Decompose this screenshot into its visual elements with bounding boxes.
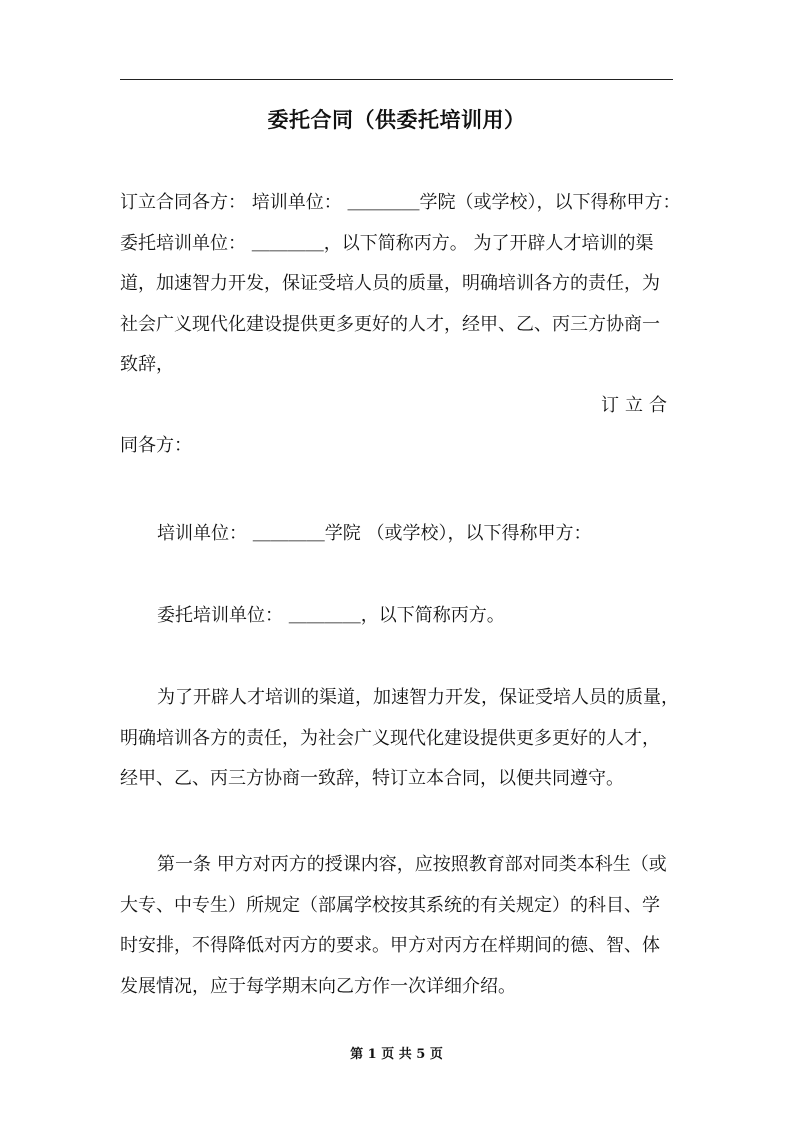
purpose-line: 明确培训各方的责任，为社会广义现代化建设提供更多更好的人才， [120,727,660,749]
header-rule [120,79,673,80]
article-line: 大专、中专生）所规定（部属学校按其系统的有关规定）的科目、学 [120,894,660,916]
intro-line: 致辞， [120,354,174,375]
article-line: 第一条 甲方对丙方的授课内容，应按照教育部对同类本科生（或 [157,854,667,875]
document-title: 委托合同（供委托培训用） [267,108,526,132]
intro-paragraph [120,183,681,467]
purpose-paragraph [120,678,679,800]
training-unit-line: 培训单位： ＿＿＿＿学院 （或学校），以下得称甲方： [157,523,592,544]
parties-heading: 同各方： [120,435,192,456]
intro-line: 社会广义现代化建设提供更多更好的人才，经甲、乙、丙三方协商一 [120,313,660,335]
article-1-paragraph [120,845,673,1007]
purpose-line: 为了开辟人才培训的渠道，加速智力开发，保证受培人员的质量， [157,687,679,708]
article-line: 发展情况，应于每学期末向乙方作一次详细介绍。 [120,975,516,997]
purpose-line: 经甲、乙、丙三方协商一致辞，特订立本合同，以便共同遵守。 [120,768,624,789]
intro-line: 委托培训单位： ＿＿＿＿，以下简称丙方。 为了开辟人才培训的渠 [120,232,654,254]
training-unit-paragraph [120,514,673,555]
intro-line: 道，加速智力开发，保证受培人员的质量，明确培训各方的责任，为 [120,273,660,294]
commissioning-unit-paragraph [120,596,673,637]
right-aligned-fragment: 订立合 [601,394,673,416]
article-line: 时安排，不得降低对丙方的要求。甲方对丙方在样期间的德、智、体 [120,935,660,956]
page-number: 第 1 页 共 5 页 [350,1047,443,1062]
intro-line: 订立合同各方： 培训单位： ＿＿＿＿学院（或学校），以下得称甲方： [120,192,681,213]
commissioning-unit-line: 委托培训单位： ＿＿＿＿，以下简称丙方。 [157,605,505,626]
